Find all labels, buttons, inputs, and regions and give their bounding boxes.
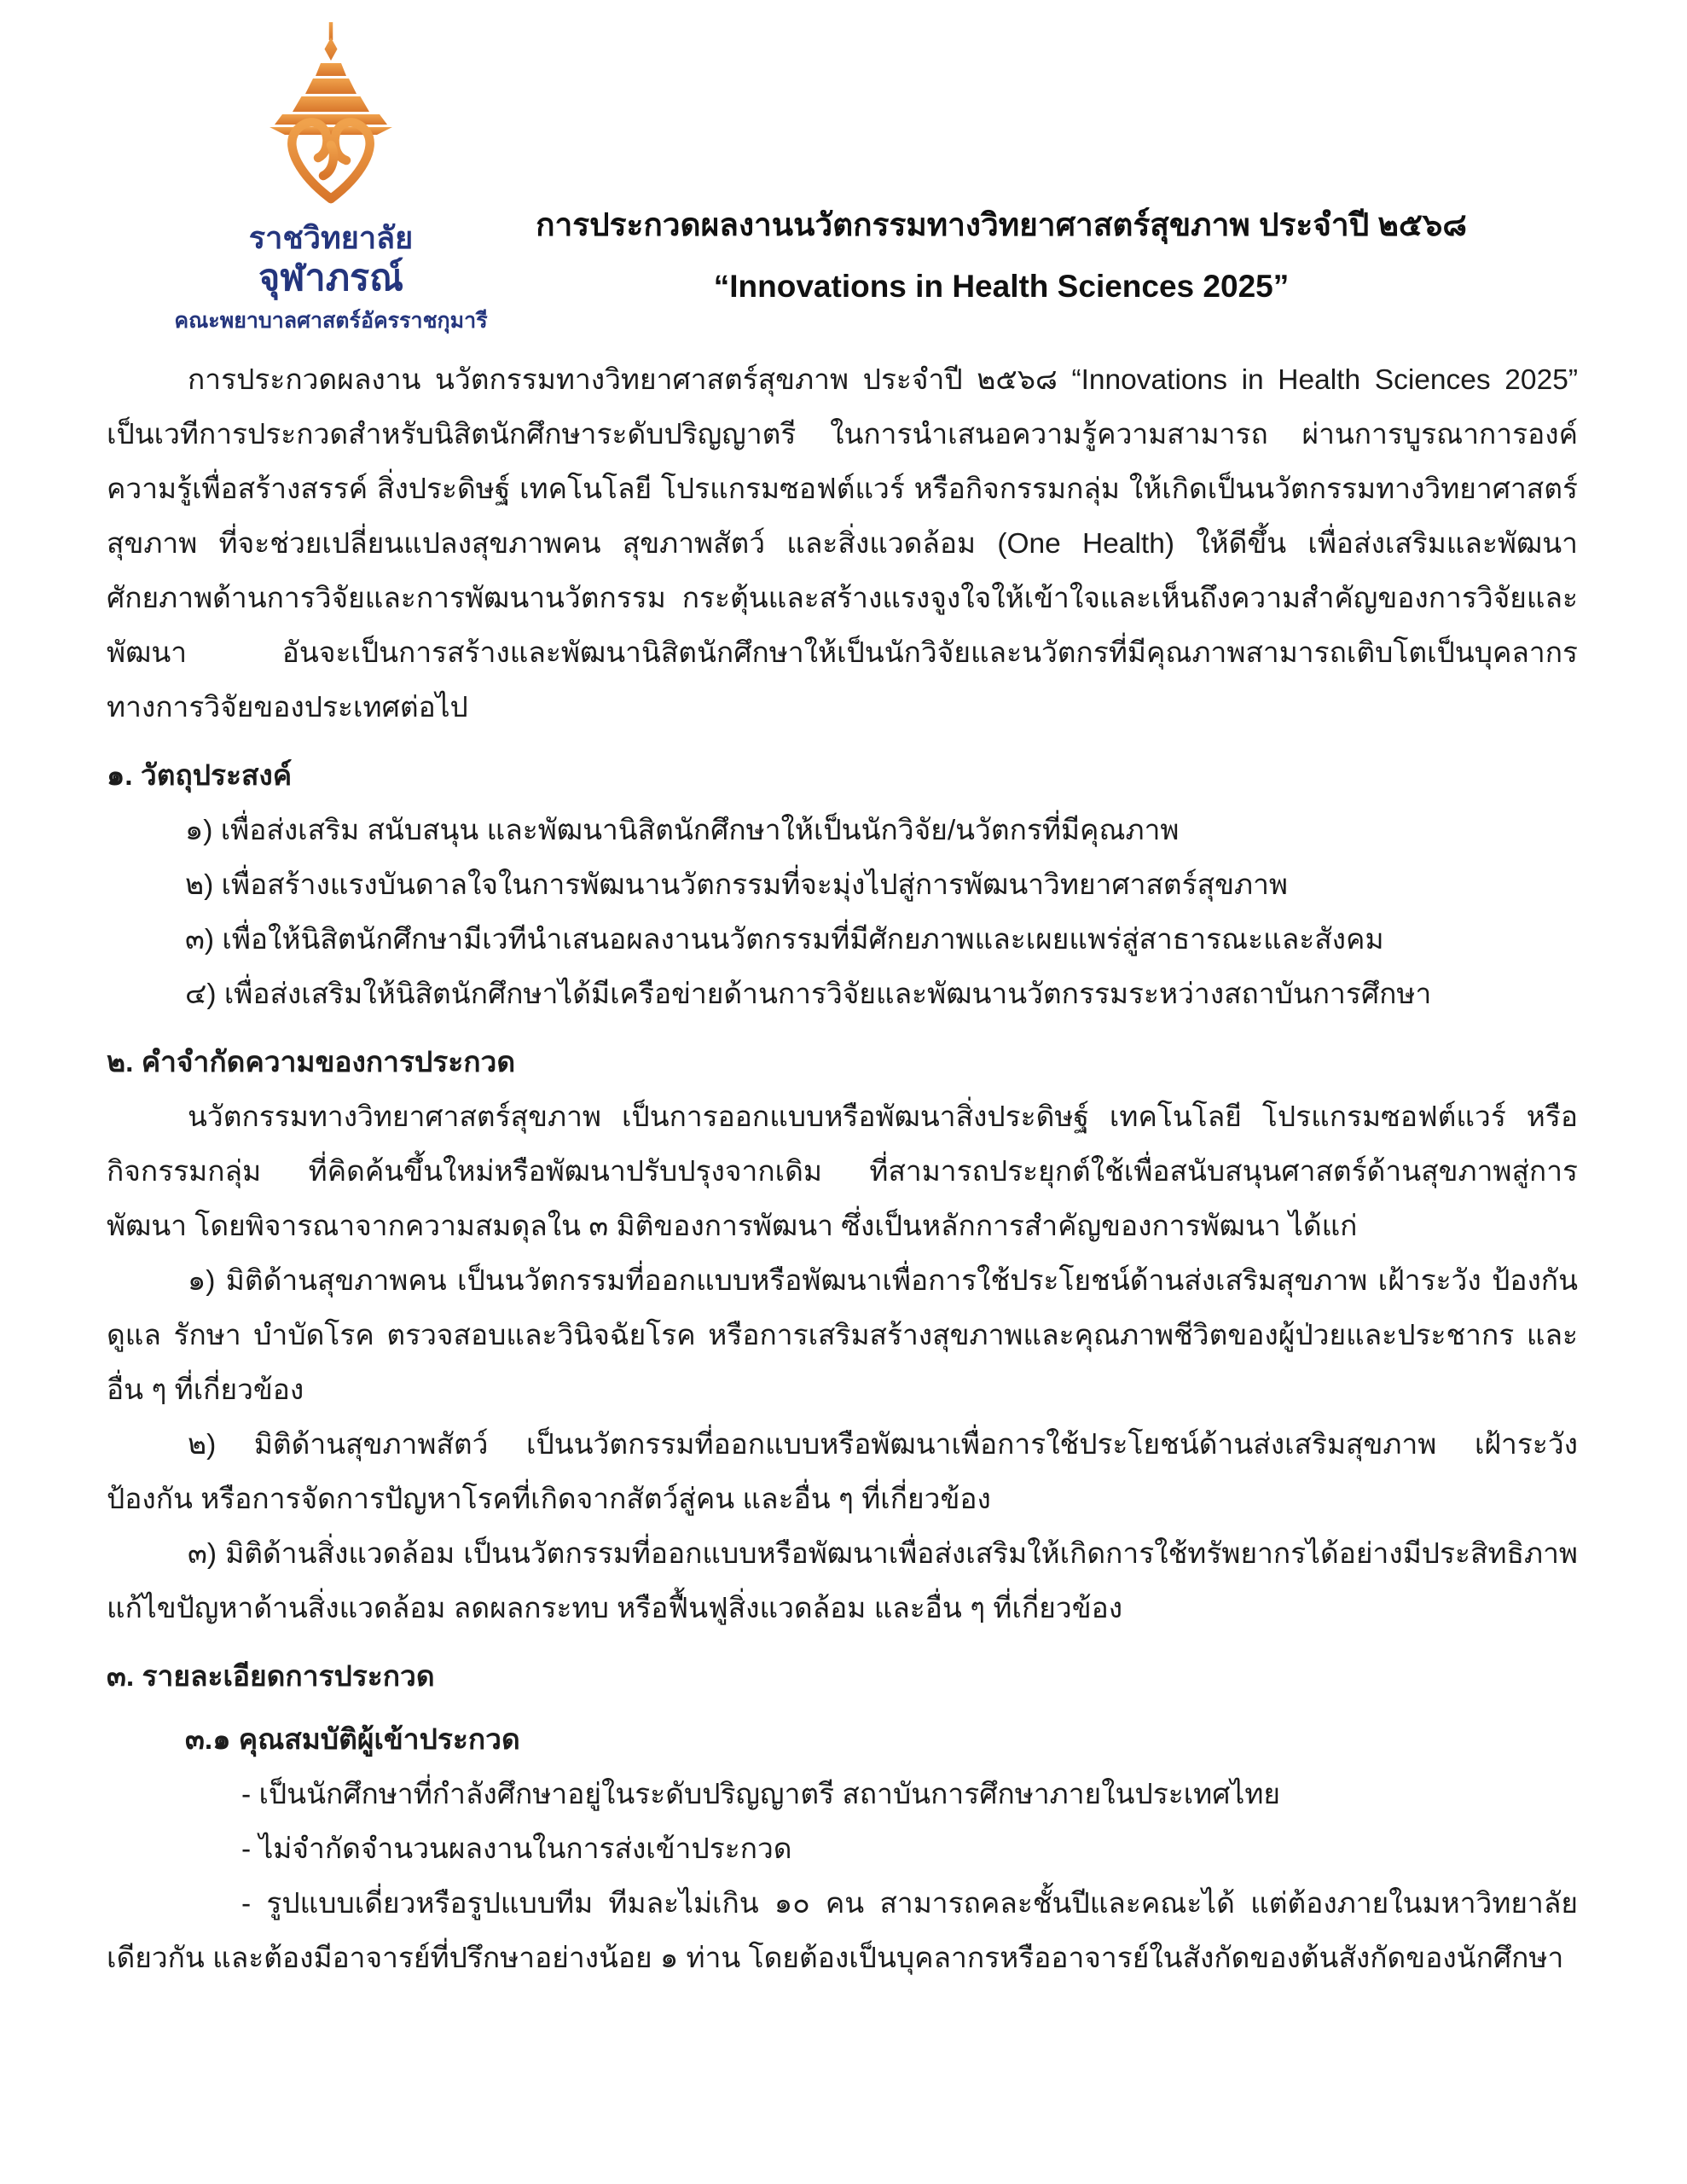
document-title-block [367, 195, 1636, 317]
qualification-bullet-3: - รูปแบบเดี่ยวหรือรูปแบบทีม ทีมละไม่เกิน ๑๐ คน สามารถคละชั้นปีและคณะได้ แต่ต้องภายในมหาวิทยาลัยเดียวกัน และต้องมีอาจารย์ที่ปรึกษาอย่างน้อย ๑ ท่าน โดยต้องเป็นบุคลากรหรืออาจารย์ในสังกัดของต้นสังกัดของนักศึกษา [107, 1888, 1578, 1974]
document-title-th: การประกวดผลงานนวัตกรรมทางวิทยาศาสตร์สุขภาพ ประจำปี ๒๕๖๘ [536, 207, 1467, 242]
qualification-bullet-1: - เป็นนักศึกษาที่กำลังศึกษาอยู่ในระดับปริญญาตรี สถาบันการศึกษาภายในประเทศไทย [241, 1779, 1281, 1810]
intro-paragraph: การประกวดผลงาน นวัตกรรมทางวิทยาศาสตร์สุขภาพ ประจำปี ๒๕๖๘ “Innovations in Health Sciences 2025” เป็นเวทีการประกวดสำหรับนิสิตนักศึกษาระดับปริญญาตรี ในการนำเสนอความรู้ความสามารถ ผ่านการบูรณาการองค์ความรู้เพื่อสร้างสรรค์ สิ่งประดิษฐ์ เทคโนโลยี โปรแกรมซอฟต์แวร์ หรือกิจกรรมกลุ่ม ให้เกิดเป็นนวัตกรรมทางวิทยาศาสตร์สุขภาพ ที่จะช่วยเปลี่ยนแปลงสุขภาพคน สุขภาพสัตว์ และสิ่งแวดล้อม (One Health) ให้ดีขึ้น เพื่อส่งเสริมและพัฒนาศักยภาพด้านการวิจัยและการพัฒนานวัตกรรม กระตุ้นและสร้างแรงจูงใจให้เข้าใจและเห็นถึงความสำคัญของการวิจัยและพัฒนา อันจะเป็นการสร้างและพัฒนานิสิตนักศึกษาให้เป็นนักวิจัยและนวัตกรที่มีคุณภาพสามารถเติบโตเป็นบุคลากรทางการวิจัยของประเทศต่อไป [107, 364, 1578, 723]
section2-heading: ๒. คำจำกัดความของการประกวด [107, 1047, 516, 1078]
objective-item-2: ๒) เพื่อสร้างแรงบันดาลใจในการพัฒนานวัตกรรมที่จะมุ่งไปสู่การพัฒนาวิทยาศาสตร์สุขภาพ [185, 869, 1288, 901]
logo-text-line3: คณะพยาบาลศาสตร์อัครราชกุมารี [174, 308, 488, 333]
dimension-item-3: ๓) มิติด้านสิ่งแวดล้อม เป็นนวัตกรรมที่ออกแบบหรือพัฒนาเพื่อส่งเสริมให้เกิดการใช้ทรัพยากรได้อย่างมีประสิทธิภาพ แก้ไขปัญหาด้านสิ่งแวดล้อม ลดผลกระทบ หรือฟื้นฟูสิ่งแวดล้อม และอื่น ๆ ที่เกี่ยวข้อง [107, 1538, 1578, 1624]
section1-heading: ๑. วัตถุประสงค์ [107, 760, 293, 792]
royal-cipher-icon [267, 22, 395, 214]
logo-text-line2: จุฬาภรณ์ [258, 258, 404, 299]
section3-heading: ๓. รายละเอียดการประกวด [107, 1661, 435, 1693]
document-title-en: “Innovations in Health Sciences 2025” [713, 269, 1290, 304]
objective-item-4: ๔) เพื่อส่งเสริมให้นิสิตนักศึกษาได้มีเครือข่ายด้านการวิจัยและพัฒนานวัตกรรมระหว่างสถาบันการศึกษา [185, 979, 1432, 1010]
section2-intro-paragraph: นวัตกรรมทางวิทยาศาสตร์สุขภาพ เป็นการออกแบบหรือพัฒนาสิ่งประดิษฐ์ เทคโนโลยี โปรแกรมซอฟต์แวร์ หรือกิจกรรมกลุ่ม ที่คิดค้นขึ้นใหม่หรือพัฒนาปรับปรุงจากเดิม ที่สามารถประยุกต์ใช้เพื่อสนับสนุนศาสตร์ด้านสุขภาพสู่การพัฒนา โดยพิจารณาจากความสมดุลใน ๓ มิติของการพัฒนา ซึ่งเป็นหลักการสำคัญของการพัฒนา ได้แก่ [107, 1101, 1578, 1242]
dimension-item-2: ๒) มิติด้านสุขภาพสัตว์ เป็นนวัตกรรมที่ออกแบบหรือพัฒนาเพื่อการใช้ประโยชน์ด้านส่งเสริมสุขภาพ เฝ้าระวัง ป้องกัน หรือการจัดการปัญหาโรคที่เกิดจากสัตว์สู่คน และอื่น ๆ ที่เกี่ยวข้อง [107, 1429, 1578, 1515]
objective-item-1: ๑) เพื่อส่งเสริม สนับสนุน และพัฒนานิสิตนักศึกษาให้เป็นนักวิจัย/นวัตกรที่มีคุณภาพ [185, 815, 1180, 846]
qualification-bullet-2: - ไม่จำกัดจำนวนผลงานในการส่งเข้าประกวด [241, 1833, 792, 1865]
document-body [107, 353, 1578, 1986]
dimension-item-1: ๑) มิติด้านสุขภาพคน เป็นนวัตกรรมที่ออกแบบหรือพัฒนาเพื่อการใช้ประโยชน์ด้านส่งเสริมสุขภาพ เฝ้าระวัง ป้องกัน ดูแล รักษา บำบัดโรค ตรวจสอบและวินิจฉัยโรค หรือการเสริมสร้างสุขภาพและคุณภาพชีวิตของผู้ป่วยและประชากร และอื่น ๆ ที่เกี่ยวข้อง [107, 1265, 1578, 1406]
section3-sub1-heading: ๓.๑ คุณสมบัติผู้เข้าประกวด [185, 1724, 520, 1756]
logo-text-line1: ราชวิทยาลัย [248, 220, 414, 255]
objective-item-3: ๓) เพื่อให้นิสิตนักศึกษามีเวทีนำเสนอผลงานนวัตกรรมที่มีศักยภาพและเผยแพร่สู่สาธารณะและสังคม [185, 924, 1384, 956]
